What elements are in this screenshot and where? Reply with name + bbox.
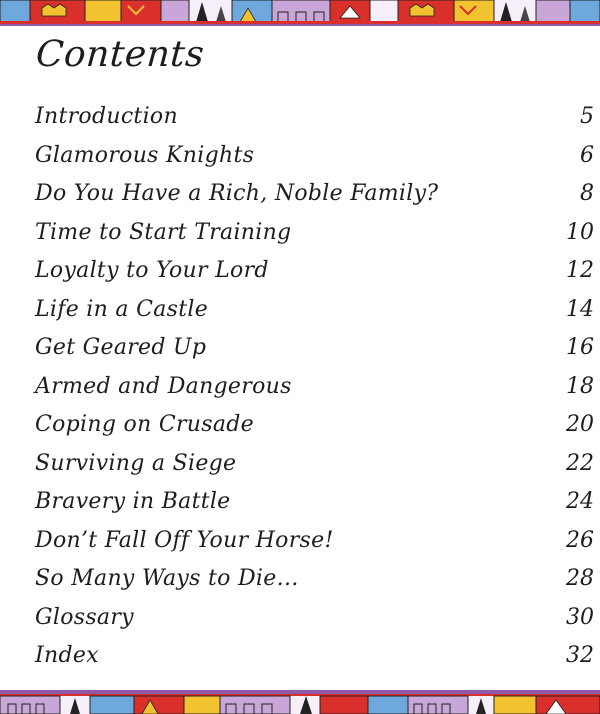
toc-entry-title: So Many Ways to Die… xyxy=(35,566,299,591)
toc-entry xyxy=(0,139,600,178)
toc-entry xyxy=(0,562,600,601)
toc-entry-title: Glossary xyxy=(35,604,134,630)
toc-entry-page-number: 20 xyxy=(566,412,594,437)
toc-entry-title: Introduction xyxy=(35,104,178,129)
page-title: Contents xyxy=(34,34,206,75)
toc-entry-page-number: 32 xyxy=(566,643,594,668)
toc-entry xyxy=(0,485,600,524)
toc-entry-page-number: 14 xyxy=(566,296,594,322)
toc-entry-page-number: 30 xyxy=(566,604,594,630)
toc-entry-page-number: 5 xyxy=(580,104,594,129)
toc-entry-page-number: 12 xyxy=(566,258,594,283)
toc-entry xyxy=(0,447,600,486)
toc-entry xyxy=(0,408,600,447)
toc-entry-title: Time to Start Training xyxy=(35,219,292,245)
toc-entry-title: Armed and Dangerous xyxy=(35,373,292,399)
toc-entry xyxy=(0,254,600,293)
toc-entry-page-number: 16 xyxy=(566,335,594,360)
toc-entry xyxy=(0,370,600,409)
toc-entry-title: Surviving a Siege xyxy=(35,450,237,476)
toc-entry xyxy=(0,524,600,563)
toc-entry-title: Index xyxy=(35,643,99,668)
toc-entry xyxy=(0,177,600,216)
toc-entry-title: Coping on Crusade xyxy=(35,412,254,437)
toc-entry-title: Get Geared Up xyxy=(35,335,207,360)
toc-entry-page-number: 28 xyxy=(566,566,594,591)
toc-entry-title: Life in a Castle xyxy=(35,296,209,322)
toc-entry-page-number: 18 xyxy=(566,373,594,399)
toc-entry xyxy=(0,639,600,678)
toc-entry-page-number: 22 xyxy=(566,450,594,476)
toc-entry-page-number: 8 xyxy=(580,181,594,206)
toc-entry xyxy=(0,100,600,139)
table-of-contents xyxy=(0,100,600,678)
bottom-castle-border xyxy=(0,690,600,714)
toc-entry xyxy=(0,331,600,370)
toc-entry-page-number: 6 xyxy=(580,142,594,168)
toc-entry-title: Bravery in Battle xyxy=(35,489,231,514)
toc-entry xyxy=(0,601,600,640)
toc-entry-title: Do You Have a Rich, Noble Family? xyxy=(35,181,439,206)
toc-entry-page-number: 24 xyxy=(566,489,594,514)
toc-entry xyxy=(0,293,600,332)
toc-entry-title: Don’t Fall Off Your Horse! xyxy=(35,527,334,553)
toc-entry-page-number: 26 xyxy=(566,527,594,553)
top-castle-border xyxy=(0,0,600,26)
toc-entry-title: Loyalty to Your Lord xyxy=(35,258,269,283)
toc-entry-page-number: 10 xyxy=(566,219,594,245)
toc-entry xyxy=(0,216,600,255)
toc-entry-title: Glamorous Knights xyxy=(35,142,255,168)
